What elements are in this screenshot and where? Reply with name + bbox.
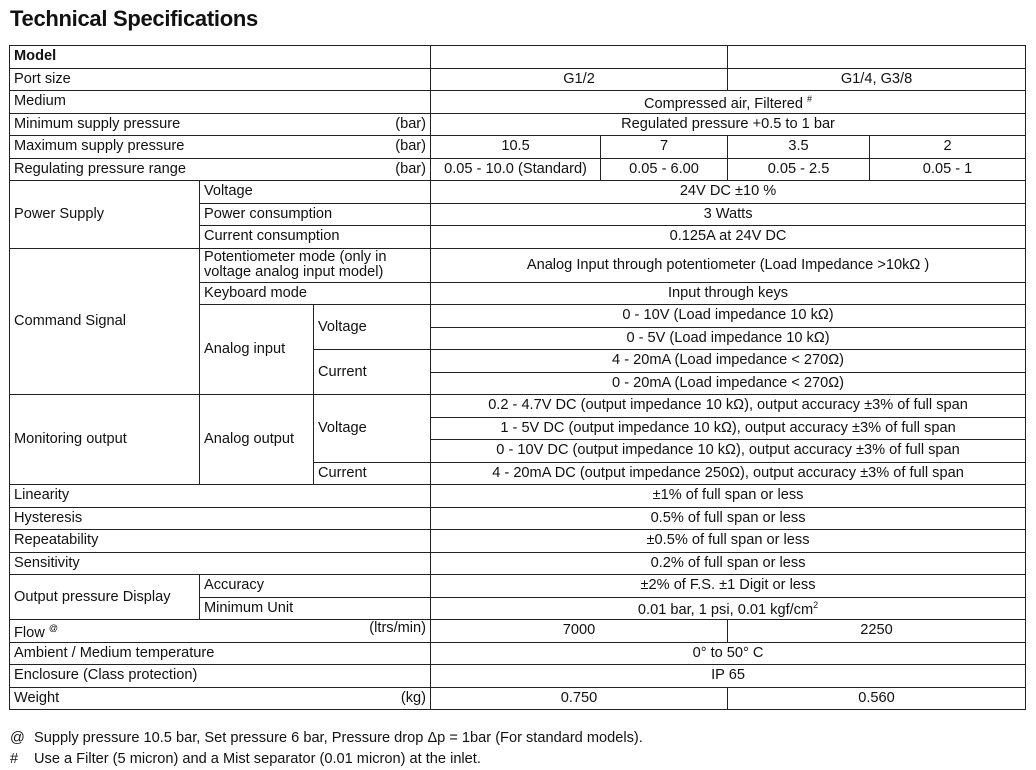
footnote-text: Supply pressure 10.5 bar, Set pressure 6 bar, Pressure drop Δp = 1bar (For standard models). [34, 730, 643, 746]
output-voltage-label: Voltage [314, 395, 431, 463]
unit-flow: (ltrs/min) [369, 619, 427, 636]
max-supply-label: Maximum supply pressure (bar) [10, 136, 431, 159]
unit-kg: (kg) [400, 689, 427, 706]
output-voltage-value-3: 0 - 10V DC (output impedance 10 kΩ), output accuracy ±3% of full span [431, 440, 1026, 463]
monitoring-output-label: Monitoring output [10, 395, 200, 485]
medium-value: Compressed air, Filtered # [431, 91, 1026, 114]
repeatability-label: Repeatability [10, 530, 431, 553]
min-supply-value: Regulated pressure +0.5 to 1 bar [431, 113, 1026, 136]
table-row [10, 575, 1026, 598]
model-label: Model [10, 46, 431, 69]
table-row [10, 181, 1026, 204]
keyboard-mode-value: Input through keys [431, 282, 1026, 305]
unit-bar: (bar) [395, 138, 427, 155]
enclosure-label: Enclosure (Class protection) [10, 665, 431, 688]
power-consumption-value: 3 Watts [431, 203, 1026, 226]
max-supply-value-3: 3.5 [728, 136, 870, 159]
sensitivity-label: Sensitivity [10, 552, 431, 575]
repeatability-value: ±0.5% of full span or less [431, 530, 1026, 553]
table-row [10, 552, 1026, 575]
temperature-value: 0° to 50° C [431, 642, 1026, 665]
table-row [10, 620, 1026, 643]
reg-range-value-1: 0.05 - 10.0 (Standard) [431, 158, 601, 181]
input-voltage-value-1: 0 - 10V (Load impedance 10 kΩ) [431, 305, 1026, 328]
command-signal-label: Command Signal [10, 248, 200, 395]
table-row [10, 136, 1026, 159]
footnote [10, 728, 643, 749]
sensitivity-value: 0.2% of full span or less [431, 552, 1026, 575]
port-size-value-1: G1/2 [431, 68, 728, 91]
model-cell-1 [431, 46, 728, 69]
minimum-unit-label: Minimum Unit [200, 597, 431, 620]
display-label: Output pressure Display [10, 575, 200, 620]
unit-bar: (bar) [395, 160, 427, 177]
analog-output-label: Analog output [200, 395, 314, 485]
footnote-text: Use a Filter (5 micron) and a Mist separator (0.01 micron) at the inlet. [34, 751, 481, 767]
table-row [10, 507, 1026, 530]
table-row [10, 248, 1026, 282]
output-current-label: Current [314, 462, 431, 485]
flow-value-2: 2250 [728, 620, 1026, 643]
temperature-label: Ambient / Medium temperature [10, 642, 431, 665]
current-consumption-value: 0.125A at 24V DC [431, 226, 1026, 249]
table-row [10, 91, 1026, 114]
table-row [10, 530, 1026, 553]
port-size-label: Port size [10, 68, 431, 91]
keyboard-mode-label: Keyboard mode [200, 282, 431, 305]
reg-range-label: Regulating pressure range (bar) [10, 158, 431, 181]
table-row [10, 642, 1026, 665]
page-title: Technical Specifications [10, 6, 258, 31]
input-voltage-value-2: 0 - 5V (Load impedance 10 kΩ) [431, 327, 1026, 350]
unit-bar: (bar) [395, 115, 427, 132]
reg-range-value-2: 0.05 - 6.00 [601, 158, 728, 181]
potentiometer-mode-value: Analog Input through potentiometer (Load Impedance >10kΩ ) [431, 248, 1026, 282]
flow-label: Flow @ (ltrs/min) [10, 620, 431, 643]
weight-label: Weight (kg) [10, 687, 431, 710]
footnotes [10, 728, 643, 770]
power-consumption-label: Power consumption [200, 203, 431, 226]
input-current-value-2: 0 - 20mA (Load impedance < 270Ω) [431, 372, 1026, 395]
input-voltage-label: Voltage [314, 305, 431, 350]
footnote-mark: @ [10, 730, 25, 746]
table-row [10, 113, 1026, 136]
weight-value-2: 0.560 [728, 687, 1026, 710]
max-supply-value-4: 2 [870, 136, 1026, 159]
input-current-label: Current [314, 350, 431, 395]
footnote-mark: # [10, 751, 19, 767]
enclosure-value: IP 65 [431, 665, 1026, 688]
table-row [10, 485, 1026, 508]
table-row [10, 665, 1026, 688]
table-row [10, 395, 1026, 418]
table-row [10, 68, 1026, 91]
medium-footnote-mark: # [807, 93, 813, 104]
minimum-unit-value: 0.01 bar, 1 psi, 0.01 kgf/$cm^2$ [431, 597, 1026, 620]
flow-footnote-mark: @ [48, 622, 59, 633]
analog-input-label: Analog input [200, 305, 314, 395]
table-row [10, 158, 1026, 181]
power-voltage-label: Voltage [200, 181, 431, 204]
unit-superscript: 2 [813, 600, 819, 611]
table-row [10, 46, 1026, 69]
max-supply-value-2: 7 [601, 136, 728, 159]
table-row [10, 687, 1026, 710]
current-consumption-label: Current consumption [200, 226, 431, 249]
hysteresis-value: 0.5% of full span or less [431, 507, 1026, 530]
display-accuracy-label: Accuracy [200, 575, 431, 598]
output-voltage-value-1: 0.2 - 4.7V DC (output impedance 10 kΩ), output accuracy ±3% of full span [431, 395, 1026, 418]
weight-value-1: 0.750 [431, 687, 728, 710]
reg-range-value-4: 0.05 - 1 [870, 158, 1026, 181]
potentiometer-mode-label: Potentiometer mode (only in voltage analog input model) [200, 248, 431, 282]
medium-label: Medium [10, 91, 431, 114]
power-supply-label: Power Supply [10, 181, 200, 249]
linearity-label: Linearity [10, 485, 431, 508]
power-voltage-value: 24V DC ±10 % [431, 181, 1026, 204]
port-size-value-2: G1/4, G3/8 [728, 68, 1026, 91]
display-accuracy-value: ±2% of F.S. ±1 Digit or less [431, 575, 1026, 598]
hysteresis-label: Hysteresis [10, 507, 431, 530]
output-current-value: 4 - 20mA DC (output impedance 250Ω), output accuracy ±3% of full span [431, 462, 1026, 485]
min-supply-label: Minimum supply pressure (bar) [10, 113, 431, 136]
model-cell-2 [728, 46, 1026, 69]
reg-range-value-3: 0.05 - 2.5 [728, 158, 870, 181]
footnote [10, 749, 643, 770]
spec-table [9, 45, 1026, 710]
flow-value-1: 7000 [431, 620, 728, 643]
input-current-value-1: 4 - 20mA (Load impedance < 270Ω) [431, 350, 1026, 373]
output-voltage-value-2: 1 - 5V DC (output impedance 10 kΩ), output accuracy ±3% of full span [431, 417, 1026, 440]
max-supply-value-1: 10.5 [431, 136, 601, 159]
linearity-value: ±1% of full span or less [431, 485, 1026, 508]
